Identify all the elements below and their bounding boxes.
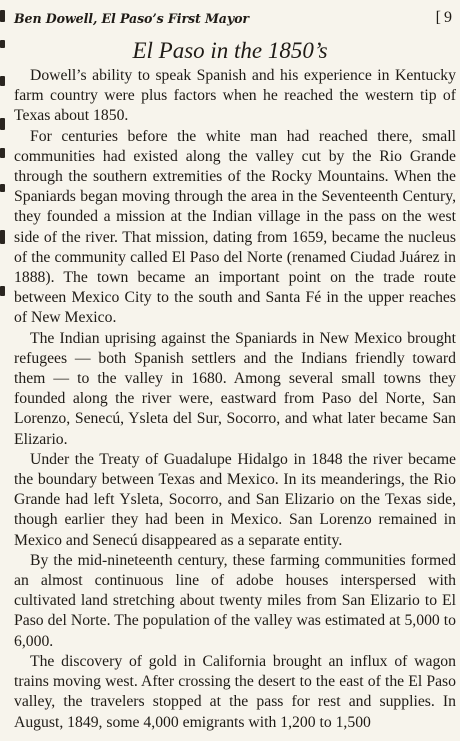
page-number-value: 9 (444, 9, 452, 26)
paragraph: Under the Treaty of Guadalupe Hidalgo in 1848 the river became the boundary between Texas and Mexico. In its meanderings, the Rio Grande had left Ysleta, Socorro, and San Elizario on the Texas side, though earlier they had been in Mexico. San Lorenzo remained in Mexico and Senecú disappeared as a separate entity. (14, 450, 456, 549)
paragraph: By the mid-nineteenth century, these farming communities formed an almost continuous line of adobe houses interspersed with cultivated land stretching about twenty miles from San Elizario to El Paso del Norte. The population of the valley was estimated at 5,000 to 6,000. (14, 551, 456, 650)
paragraph: Dowell’s ability to speak Spanish and his experience in Kentucky farm country were plus factors when he reached the western tip of Texas about 1850. (14, 67, 456, 125)
page-number-bracket: [ (435, 9, 441, 26)
paragraph: The Indian uprising against the Spaniards in New Mexico brought refugees — both Spanish settlers and the Indians friendly toward them — to the valley in 1680. Among several small towns they founded along the river were, eastward from Paso del Norte, San Lorenzo, Senecú, Ysleta del Sur, Socorro, and what later became San Elizario. (14, 329, 456, 448)
gutter-mark (0, 148, 5, 158)
paragraph: For centuries before the white man had reached there, small communities had existed along the valley cut by the Rio Grande through the southern extremities of the Rocky Mountains. When the Spaniards began moving through the area in the Seventeenth Century, they founded a mission at the Indian village in the pass on the west side of the river. That mission, dating from 1659, became the nucleus of the community called El Paso del Norte (renamed Ciudad Juárez in 1888). The town became an important point on the trade route between Mexico City to the south and Santa Fé in the upper reaches of New Mexico. (14, 127, 456, 327)
gutter-mark (0, 230, 5, 244)
gutter-mark (0, 286, 5, 296)
gutter-mark (0, 184, 5, 192)
running-head-title: Ben Dowell, El Paso’s First Mayor (14, 11, 249, 26)
gutter-mark (0, 76, 5, 86)
gutter-mark (0, 118, 5, 130)
body-text (14, 66, 456, 733)
page-number (436, 9, 452, 27)
section-title: El Paso in the 1850’s (132, 38, 328, 63)
paragraph: The discovery of gold in California brought an influx of wagon trains moving west. After crossing the desert to the east of the El Paso valley, the travelers stopped at the pass for rest and supplies. In August, 1849, some 4,000 emigrants with 1,200 to 1,500 (14, 652, 456, 731)
running-head (0, 10, 460, 30)
